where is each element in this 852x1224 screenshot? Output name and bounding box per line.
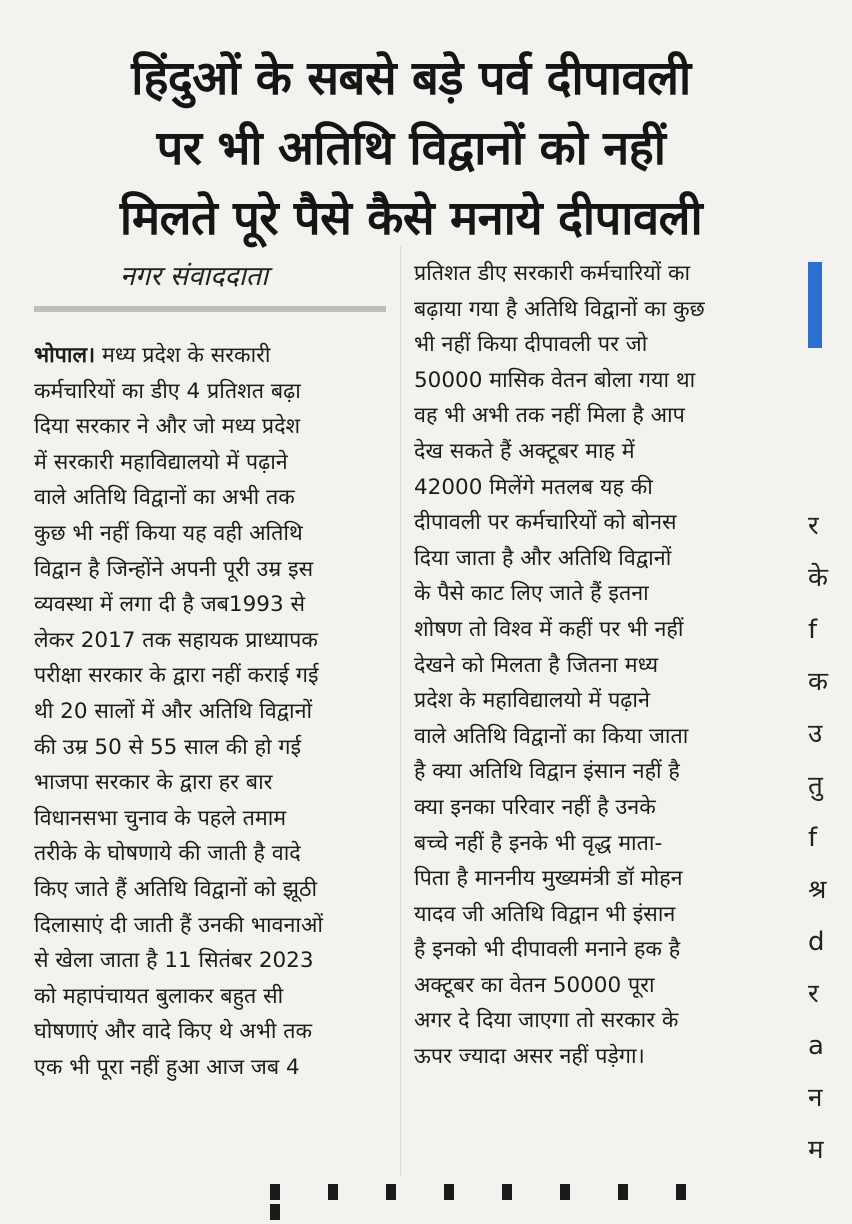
article-line: से खेला जाता है 11 सितंबर 2023 <box>34 948 314 974</box>
article-line: भाजपा सरकार के द्वारा हर बार <box>34 770 273 796</box>
article-line: है इनको भी दीपावली मनाने हक है <box>414 937 681 963</box>
article-line: देख सकते हैं अक्टूबर माह में <box>414 438 635 464</box>
headline-line-1: हिंदुओं के सबसे बड़े पर्व दीपावली <box>131 51 691 106</box>
article-line: देखने को मिलता है जितना मध्य <box>414 652 659 678</box>
adjacent-article-fragment: f <box>808 823 818 853</box>
article-line: भी नहीं किया दीपावली पर जो <box>414 332 648 358</box>
article-line <box>34 338 386 374</box>
adjacent-article-fragment: र <box>808 511 819 541</box>
article-line: में सरकारी महाविद्यालयो में पढ़ाने <box>34 449 288 475</box>
adjacent-article-fragment: उ <box>808 719 823 749</box>
article-line: व्यवस्था में लगा दी है जब1993 से <box>34 592 306 618</box>
article-line: लेकर 2017 तक सहायक प्राध्यापक <box>34 627 318 653</box>
article-line: कर्मचारियों का डीए 4 प्रतिशत बढ़ा <box>34 378 301 404</box>
article-line: अगर दे दिया जाएगा तो सरकार के <box>414 1008 679 1034</box>
article-line-text: मध्य प्रदेश के सरकारी <box>95 343 271 368</box>
article-line: घोषणाएं और वादे किए थे अभी तक <box>34 1019 313 1045</box>
article-line: किए जाते हैं अतिथि विद्वानों को झूठी <box>34 876 318 902</box>
article-line: पिता है माननीय मुख्यमंत्री डॉ मोहन <box>414 866 683 892</box>
adjacent-article-blue-bar <box>808 262 822 348</box>
column-divider <box>400 246 401 1176</box>
adjacent-article-fragment: म <box>808 1135 824 1165</box>
adjacent-article-fragment: d <box>808 927 825 957</box>
article-line: के पैसे काट लिए जाते हैं इतना <box>414 581 649 607</box>
adjacent-article-clipped-text <box>808 500 828 1165</box>
article-line: थी 20 सालों में और अतिथि विद्वानों <box>34 698 313 724</box>
article-column-right <box>414 256 766 1075</box>
adjacent-article-fragment: के <box>808 563 828 593</box>
adjacent-article-fragment: f <box>808 615 818 645</box>
article-line: बच्चे नहीं है इनके भी वृद्ध माता- <box>414 830 663 856</box>
adjacent-article-fragment: a <box>808 1031 824 1061</box>
article-line: विधानसभा चुनाव के पहले तमाम <box>34 805 287 831</box>
headline <box>30 44 792 254</box>
clipped-previous-article-strip <box>0 0 852 8</box>
article-line: 50000 मासिक वेतन बोला गया था <box>414 367 696 393</box>
article-line: 42000 मिलेंगे मतलब यह की <box>414 474 653 500</box>
adjacent-article-fragment: श्र <box>808 875 827 905</box>
article-line: की उम्र 50 से 55 साल की हो गई <box>34 734 302 760</box>
article-line: शोषण तो विश्व में कहीं पर भी नहीं <box>414 616 684 642</box>
article-line: दीपावली पर कर्मचारियों को बोनस <box>414 510 677 536</box>
article-line: तरीके के घोषणाये की जाती है वादे <box>34 841 301 867</box>
dateline: भोपाल। <box>34 343 96 368</box>
article-line: प्रदेश के महाविद्यालयो में पढ़ाने <box>414 688 650 714</box>
article-line: एक भी पूरा नहीं हुआ आज जब 4 <box>34 1054 300 1080</box>
article-line: है क्या अतिथि विद्वान इंसान नहीं है <box>414 759 680 785</box>
article-line: क्या इनका परिवार नहीं है उनके <box>414 794 656 820</box>
article-line: वह भी अभी तक नहीं मिला है आप <box>414 403 685 429</box>
article-line: दिया जाता है और अतिथि विद्वानों <box>414 545 672 571</box>
adjacent-article-fragment: क <box>808 667 828 697</box>
clipped-next-headline-strip <box>270 1184 790 1200</box>
byline-rule <box>34 306 386 312</box>
article-line: परीक्षा सरकार के द्वारा नहीं कराई गई <box>34 663 319 689</box>
article-line: दिलासाएं दी जाती हैं उनकी भावनाओं <box>34 912 323 938</box>
adjacent-article-fragment: र <box>808 979 819 1009</box>
headline-line-3: मिलते पूरे पैसे कैसे मनाये दीपावली <box>119 191 703 246</box>
article-line: को महापंचायत बुलाकर बहुत सी <box>34 983 284 1009</box>
article-line: दिया सरकार ने और जो मध्य प्रदेश <box>34 414 301 440</box>
article-line: प्रतिशत डीए सरकारी कर्मचारियों का <box>414 261 691 286</box>
adjacent-article-fragment: न <box>808 1083 823 1113</box>
article-line: अक्टूबर का वेतन 50000 पूरा <box>414 972 655 998</box>
article-line: वाले अतिथि विद्वानों का किया जाता <box>414 723 689 749</box>
article-line: बढ़ाया गया है अतिथि विद्वानों का कुछ <box>414 296 705 322</box>
adjacent-article-fragment: तु <box>808 771 823 801</box>
headline-line-2: पर भी अतिथि विद्वानों को नहीं <box>156 121 666 176</box>
article-line: वाले अतिथि विद्वानों का अभी तक <box>34 485 295 511</box>
byline: नगर संवाददाता <box>120 261 269 292</box>
article-line: ऊपर ज्यादा असर नहीं पड़ेगा। <box>414 1044 645 1070</box>
article-line: यादव जी अतिथि विद्वान भी इंसान <box>414 901 676 927</box>
article-line: कुछ भी नहीं किया यह वही अतिथि <box>34 520 303 546</box>
article-line: विद्वान है जिन्होंने अपनी पूरी उम्र इस <box>34 556 314 582</box>
article-column-left <box>34 338 386 1085</box>
